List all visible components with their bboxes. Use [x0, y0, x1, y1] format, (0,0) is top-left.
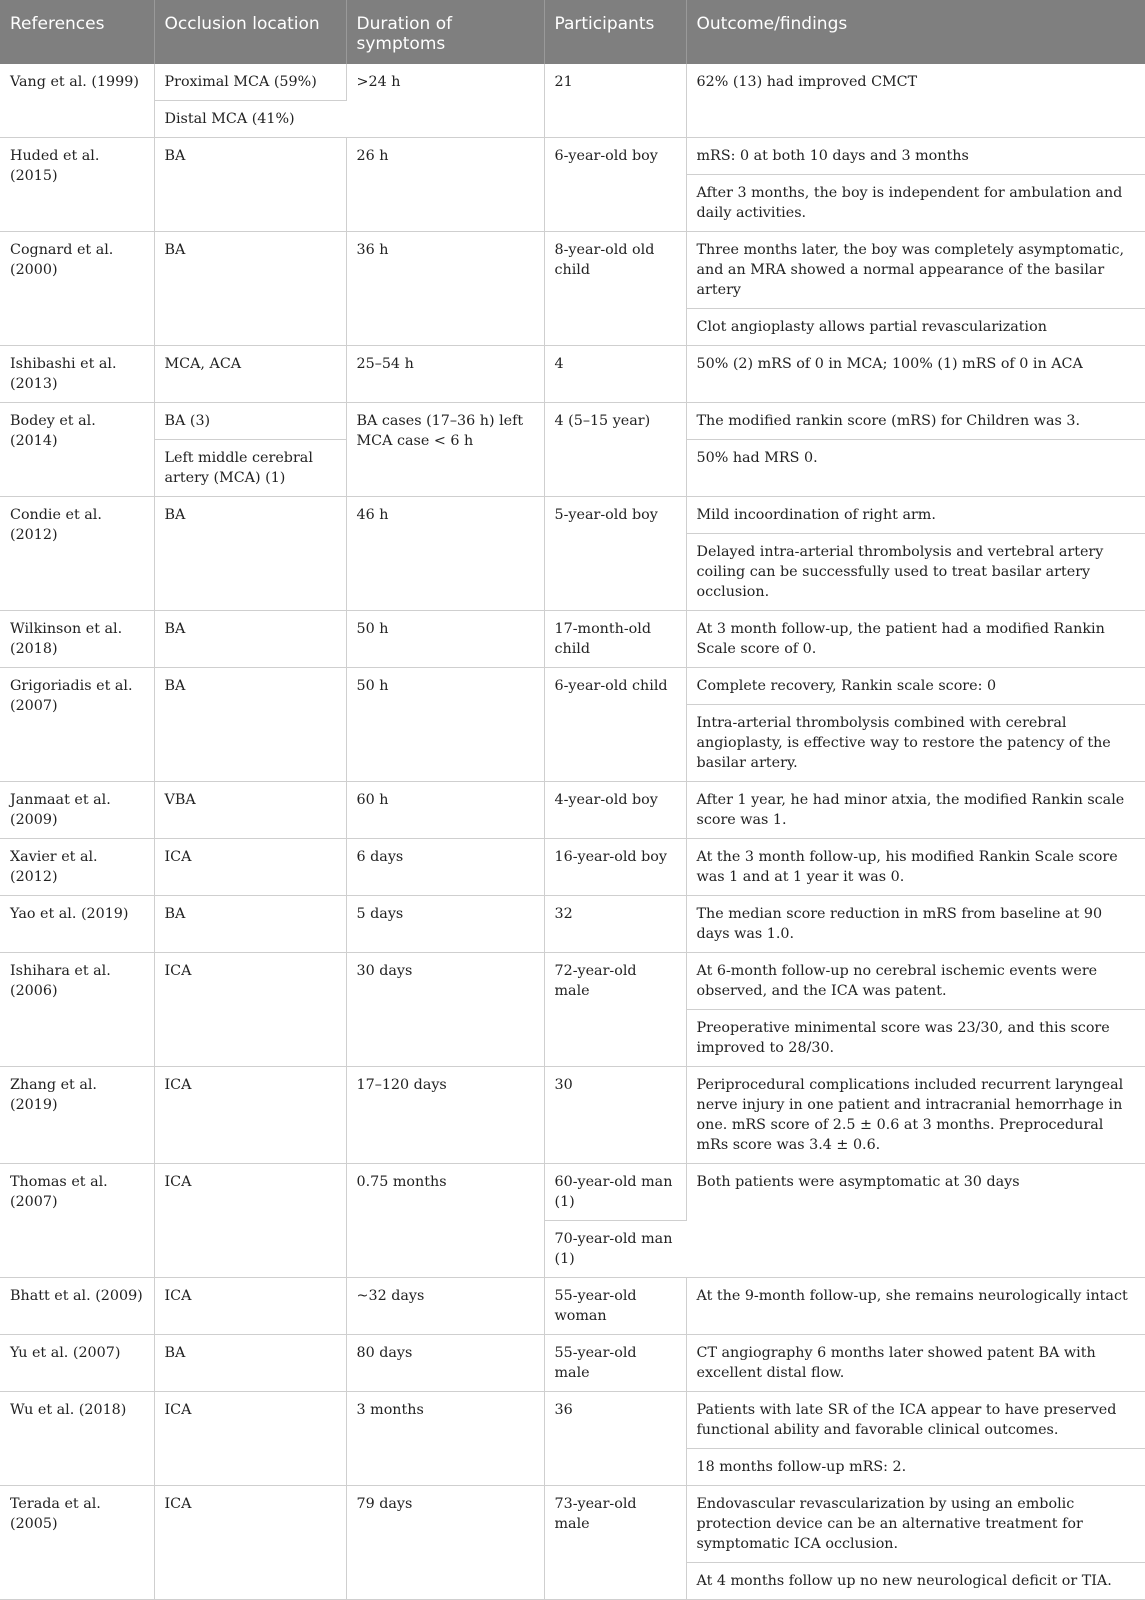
- table-row: [0, 782, 1145, 839]
- occlusion-location-cell: ICA: [154, 1067, 346, 1164]
- duration-cell: 0.75 months: [346, 1164, 544, 1278]
- outcome-cell: At the 3 month follow-up, his modified Rankin Scale score was 1 and at 1 year it was 0.: [686, 839, 1145, 896]
- outcome-cell: 62% (13) had improved CMCT: [686, 64, 1145, 138]
- occlusion-location-cell: BA: [154, 611, 346, 668]
- participants-cell: 55-year-old male: [544, 1335, 686, 1392]
- reference-cell: Huded et al. (2015): [0, 138, 154, 232]
- table-row: [0, 611, 1145, 668]
- duration-cell: ~32 days: [346, 1278, 544, 1335]
- header-outcome: Outcome/findings: [686, 0, 1145, 64]
- reference-cell: Wu et al. (2018): [0, 1392, 154, 1486]
- occlusion-location-cell: ICA: [154, 1278, 346, 1335]
- duration-cell: 79 days: [346, 1486, 544, 1600]
- participants-cell: 55-year-old woman: [544, 1278, 686, 1335]
- outcome-cell: 18 months follow-up mRS: 2.: [686, 1449, 1145, 1486]
- outcome-cell: 50% had MRS 0.: [686, 440, 1145, 497]
- duration-cell: 5 days: [346, 896, 544, 953]
- participants-cell: 6-year-old child: [544, 668, 686, 782]
- duration-cell: 80 days: [346, 1335, 544, 1392]
- participants-cell: 4-year-old boy: [544, 782, 686, 839]
- occlusion-location-cell: BA: [154, 497, 346, 611]
- header-duration: Duration of symptoms: [346, 0, 544, 64]
- table-row: [0, 497, 1145, 534]
- participants-cell: 72-year-old male: [544, 953, 686, 1067]
- participants-cell: 8-year-old old child: [544, 232, 686, 346]
- table-row: [0, 896, 1145, 953]
- table-row: [0, 1067, 1145, 1164]
- table-header: [0, 0, 1145, 64]
- reference-cell: Grigoriadis et al. (2007): [0, 668, 154, 782]
- reference-cell: Xavier et al. (2012): [0, 839, 154, 896]
- occlusion-location-cell: ICA: [154, 953, 346, 1067]
- header-references: References: [0, 0, 154, 64]
- outcome-cell: CT angiography 6 months later showed patent BA with excellent distal flow.: [686, 1335, 1145, 1392]
- outcome-cell: Delayed intra-arterial thrombolysis and vertebral artery coiling can be successfully used to treat basilar artery occlusion.: [686, 534, 1145, 611]
- outcome-cell: After 1 year, he had minor atxia, the modified Rankin scale score was 1.: [686, 782, 1145, 839]
- participants-cell: 21: [544, 64, 686, 138]
- outcome-cell: The modified rankin score (mRS) for Children was 3.: [686, 403, 1145, 440]
- outcome-cell: Three months later, the boy was completely asymptomatic, and an MRA showed a normal appearance of the basilar artery: [686, 232, 1145, 309]
- occlusion-location-cell: BA: [154, 1335, 346, 1392]
- occlusion-location-cell: VBA: [154, 782, 346, 839]
- header-row: [0, 0, 1145, 64]
- outcome-cell: At 6-month follow-up no cerebral ischemic events were observed, and the ICA was patent.: [686, 953, 1145, 1010]
- duration-cell: 46 h: [346, 497, 544, 611]
- table-row: [0, 232, 1145, 309]
- outcome-cell: 50% (2) mRS of 0 in MCA; 100% (1) mRS of 0 in ACA: [686, 346, 1145, 403]
- occlusion-location-cell: MCA, ACA: [154, 346, 346, 403]
- outcome-cell: Periprocedural complications included recurrent laryngeal nerve injury in one patient and intracranial hemorrhage in one. mRS score of 2.5 ± 0.6 at 3 months. Preprocedural mRs score was 3.4 ± 0.6.: [686, 1067, 1145, 1164]
- header-occlusion-location: Occlusion location: [154, 0, 346, 64]
- table-row: [0, 403, 1145, 440]
- participants-cell: 17-month-old child: [544, 611, 686, 668]
- table-body: [0, 64, 1145, 1600]
- table-row: [0, 839, 1145, 896]
- participants-cell: 4: [544, 346, 686, 403]
- duration-cell: 36 h: [346, 232, 544, 346]
- reference-cell: Terada et al. (2005): [0, 1486, 154, 1600]
- outcome-cell: At 4 months follow up no new neurological deficit or TIA.: [686, 1563, 1145, 1600]
- outcome-cell: At the 9-month follow-up, she remains neurologically intact: [686, 1278, 1145, 1335]
- table-row: [0, 1164, 1145, 1221]
- reference-cell: Yu et al. (2007): [0, 1335, 154, 1392]
- reference-cell: Vang et al. (1999): [0, 64, 154, 138]
- table-row: [0, 953, 1145, 1010]
- reference-cell: Yao et al. (2019): [0, 896, 154, 953]
- occlusion-location-cell: BA (3): [154, 403, 346, 440]
- duration-cell: 30 days: [346, 953, 544, 1067]
- outcome-cell: Patients with late SR of the ICA appear to have preserved functional ability and favorable clinical outcomes.: [686, 1392, 1145, 1449]
- duration-cell: BA cases (17–36 h) left MCA case < 6 h: [346, 403, 544, 497]
- occlusion-location-cell: ICA: [154, 839, 346, 896]
- outcome-cell: The median score reduction in mRS from baseline at 90 days was 1.0.: [686, 896, 1145, 953]
- outcome-cell: Intra-arterial thrombolysis combined with cerebral angioplasty, is effective way to restore the patency of the basilar artery.: [686, 705, 1145, 782]
- table-row: [0, 1335, 1145, 1392]
- occlusion-location-cell: Left middle cerebral artery (MCA) (1): [154, 440, 346, 497]
- occlusion-location-cell: BA: [154, 896, 346, 953]
- outcome-cell: Preoperative minimental score was 23/30, and this score improved to 28/30.: [686, 1010, 1145, 1067]
- participants-cell: 70-year-old man (1): [544, 1221, 686, 1278]
- outcome-cell: mRS: 0 at both 10 days and 3 months: [686, 138, 1145, 175]
- participants-cell: 36: [544, 1392, 686, 1486]
- occlusion-location-cell: ICA: [154, 1164, 346, 1278]
- duration-cell: >24 h: [346, 64, 544, 138]
- participants-cell: 6-year-old boy: [544, 138, 686, 232]
- outcome-cell: Clot angioplasty allows partial revascularization: [686, 309, 1145, 346]
- occlusion-location-cell: BA: [154, 232, 346, 346]
- table-row: [0, 138, 1145, 175]
- duration-cell: 60 h: [346, 782, 544, 839]
- reference-cell: Thomas et al. (2007): [0, 1164, 154, 1278]
- reference-cell: Bhatt et al. (2009): [0, 1278, 154, 1335]
- duration-cell: 3 months: [346, 1392, 544, 1486]
- participants-cell: 5-year-old boy: [544, 497, 686, 611]
- reference-cell: Ishihara et al. (2006): [0, 953, 154, 1067]
- reference-cell: Bodey et al. (2014): [0, 403, 154, 497]
- outcome-cell: At 3 month follow-up, the patient had a modified Rankin Scale score of 0.: [686, 611, 1145, 668]
- reference-cell: Janmaat et al. (2009): [0, 782, 154, 839]
- reference-cell: Wilkinson et al. (2018): [0, 611, 154, 668]
- participants-cell: 16-year-old boy: [544, 839, 686, 896]
- outcome-cell: After 3 months, the boy is independent for ambulation and daily activities.: [686, 175, 1145, 232]
- table-row: [0, 1486, 1145, 1563]
- occlusion-location-cell: ICA: [154, 1392, 346, 1486]
- duration-cell: 50 h: [346, 668, 544, 782]
- occlusion-location-cell: BA: [154, 138, 346, 232]
- table-row: [0, 346, 1145, 403]
- participants-cell: 60-year-old man (1): [544, 1164, 686, 1221]
- outcome-cell: Complete recovery, Rankin scale score: 0: [686, 668, 1145, 705]
- occlusion-location-cell: Distal MCA (41%): [154, 101, 346, 138]
- occlusion-location-cell: Proximal MCA (59%): [154, 64, 346, 101]
- reference-cell: Cognard et al. (2000): [0, 232, 154, 346]
- reference-cell: Zhang et al. (2019): [0, 1067, 154, 1164]
- duration-cell: 6 days: [346, 839, 544, 896]
- duration-cell: 25–54 h: [346, 346, 544, 403]
- outcome-cell: Both patients were asymptomatic at 30 days: [686, 1164, 1145, 1278]
- participants-cell: 30: [544, 1067, 686, 1164]
- participants-cell: 32: [544, 896, 686, 953]
- reference-cell: Ishibashi et al. (2013): [0, 346, 154, 403]
- duration-cell: 17–120 days: [346, 1067, 544, 1164]
- participants-cell: 73-year-old male: [544, 1486, 686, 1600]
- outcome-cell: Mild incoordination of right arm.: [686, 497, 1145, 534]
- duration-cell: 50 h: [346, 611, 544, 668]
- table-row: [0, 1392, 1145, 1449]
- table-row: [0, 64, 1145, 101]
- outcome-cell: Endovascular revascularization by using an embolic protection device can be an alternative treatment for symptomatic ICA occlusion.: [686, 1486, 1145, 1563]
- occlusion-location-cell: ICA: [154, 1486, 346, 1600]
- table-row: [0, 1278, 1145, 1335]
- participants-cell: 4 (5–15 year): [544, 403, 686, 497]
- table-row: [0, 668, 1145, 705]
- duration-cell: 26 h: [346, 138, 544, 232]
- reference-cell: Condie et al. (2012): [0, 497, 154, 611]
- header-participants: Participants: [544, 0, 686, 64]
- occlusion-location-cell: BA: [154, 668, 346, 782]
